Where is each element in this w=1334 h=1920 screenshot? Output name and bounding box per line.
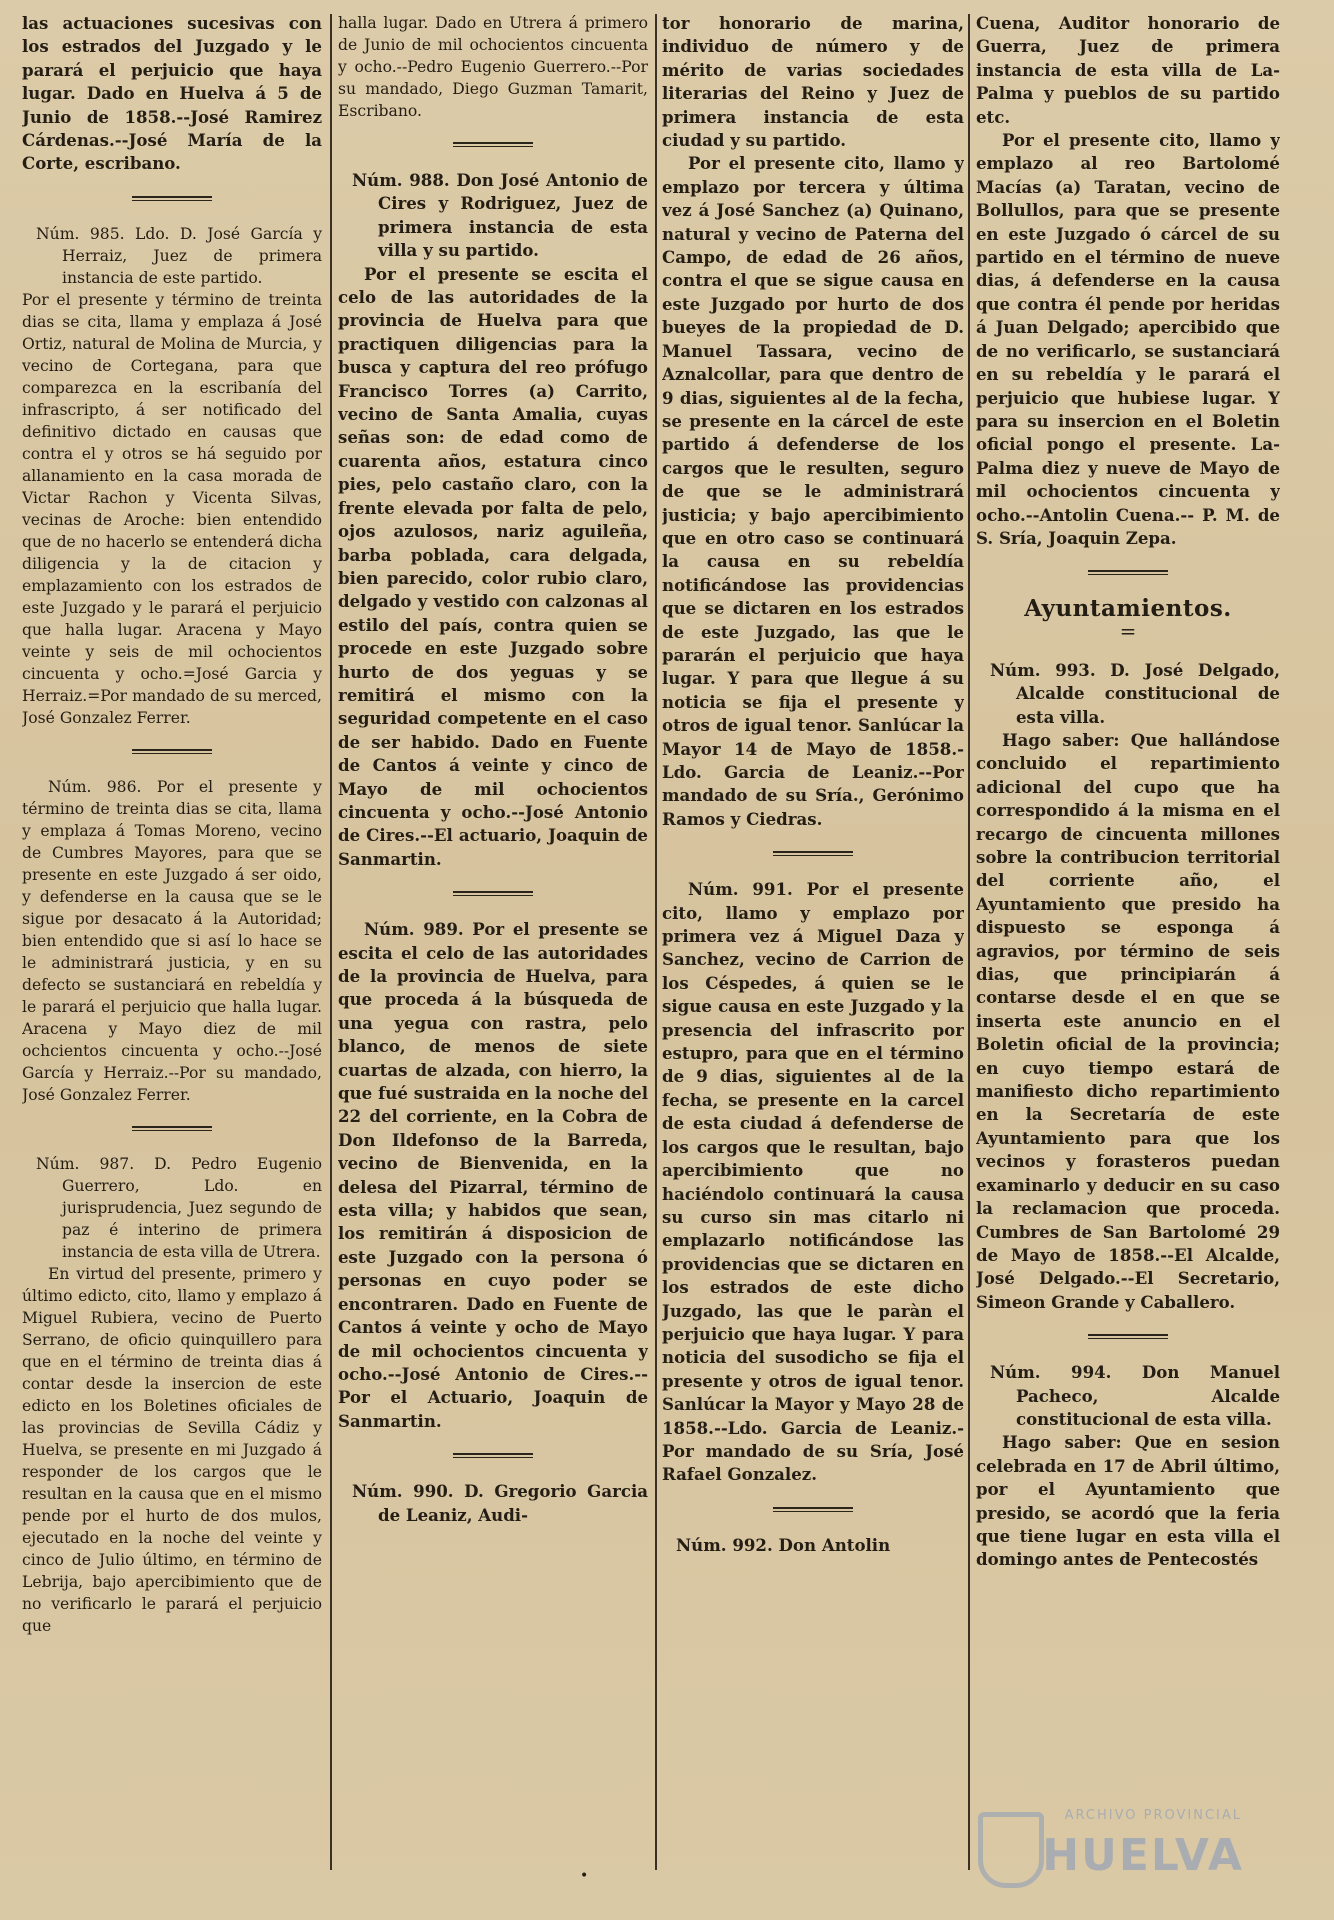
section-title-ornament: = <box>1119 618 1137 643</box>
separator-rule <box>132 196 212 201</box>
edict-987-heading: Núm. 987. D. Pedro Eugenio Guerrero, Ldo. en jurisprudencia, Juez segundo de paz é interino de primera instancia de esta villa de Utrera. <box>36 1154 322 1261</box>
column-1 <box>22 12 322 1902</box>
column-divider <box>330 14 332 1870</box>
continued-edict-heading: tor honorario de marina, individuo de número y de mérito de varias sociedades literarias del Reino y Juez de primera instancia de esta ciudad y su partido. <box>662 13 964 151</box>
edict-992-body: Por el presente cito, llamo y emplazo al reo Bartolomé Macías (a) Taratan, vecino de Bollullos, para que se presente en este Juzgado ó cárcel de su partido en el término de nueve dias, á defenderse en la causa que contra él pende por heridas á Juan Delgado; apercibido que de no verificarlo, se sustanciará en su rebeldía y le parará el perjuicio que hubiese lugar. Y para su insercion en el Boletin oficial pongo el presente. La-Palma diez y nueve de Mayo de mil ochocientos cincuenta y ocho.--Antolin Cuena.-- P. M. de S. Sría, Joaquin Zepa. <box>976 130 1280 548</box>
continued-edict-paragraph: las actuaciones sucesivas con los estrados del Juzgado y le parará el perjuicio que haya lugar. Dado en Huelva á 5 de Junio de 1858.--José Ramirez Cárdenas.--José María de la Corte, escribano. <box>22 13 322 174</box>
separator-rule <box>132 1126 212 1131</box>
continued-edict-paragraph: halla lugar. Dado en Utrera á primero de Junio de mil ochocientos cincuenta y ocho.--Pedro Eugenio Guerrero.--Por su mandado, Diego Guzman Tamarit, Escribano. <box>338 14 648 120</box>
separator-rule <box>1088 570 1168 575</box>
edict-990-heading: Núm. 990. D. Gregorio Garcia de Leaniz, Audi- <box>352 1481 648 1525</box>
edict-993-body: Hago saber: Que hallándose concluido el repartimiento adicional del cupo que ha correspondido á la misma en el recargo de cincuenta millones sobre la contribucion territorial del corriente año, el Ayuntamiento que presido ha dispuesto se esponga á agravios, por término de seis dias, que principiarán á contarse desde el en que se inserta este anuncio en el Boletin oficial de la provincia; en cuyo tiempo estará de manifiesto dicho repartimiento en la Secretaría de este Ayuntamiento para que los vecinos y forasteros puedan examinarlo y deducir en su caso la reclamacion que proceda. Cumbres de San Bartolomé 29 de Mayo de 1858.--El Alcalde, José Delgado.--El Secretario, Simeon Grande y Caballero. <box>976 729 1280 1312</box>
separator-rule <box>453 891 533 896</box>
edict-992-heading: Núm. 992. Don Antolin <box>676 1534 891 1555</box>
watermark-title: HUELVA <box>1042 1830 1244 1881</box>
archive-watermark <box>948 1782 1248 1902</box>
separator-rule <box>773 851 853 856</box>
edict-988-body: Por el presente se escita el celo de las autoridades de la provincia de Huelva para que practiquen diligencias para la busca y captura del reo prófugo Francisco Torres (a) Carrito, vecino de Santa Amalia, cuyas señas son: de edad como de cuarenta años, estatura cinco pies, pelo castaño claro, con la frente elevada por falta de pelo, ojos azulosos, nariz aguileña, barba poblada, cara delgada, bien parecido, color rubio claro, delgado y vestido con calzonas al estilo del país, contra quien se procede en este Juzgado sobre hurto de dos yeguas y se remitirá el mismo con la seguridad competente en el caso de ser habido. Dado en Fuente de Cantos á veinte y cinco de Mayo de mil ochocientos cincuenta y ocho.--José Antonio de Cires.--El actuario, Joaquin de Sanmartin. <box>338 263 648 869</box>
watermark-subtitle: ARCHIVO PROVINCIAL <box>1064 1808 1242 1823</box>
edict-985-heading: Núm. 985. Ldo. D. José García y Herraiz, Juez de primera instancia de este partido. <box>36 224 322 287</box>
continued-edict-heading: Cuena, Auditor honorario de Guerra, Juez de primera instancia de esta villa de La-Palma y pueblos de su partido etc. <box>976 13 1280 127</box>
shield-icon <box>978 1812 1044 1888</box>
edict-987-body: En virtud del presente, primero y último edicto, cito, llamo y emplazo á Miguel Rubiera, vecino de Puerto Serrano, de oficio quinquillero para que en el término de treinta dias á contar desde la insercion de este edicto en los Boletines oficiales de las provincias de Sevilla Cádiz y Huelva, se presente en mi Juzgado á responder de los cargos que le resultan en la causa que en el mismo pende por el hurto de dos mulos, ejecutado en la noche del veinte y cinco de Julio último, en término de Lebrija, bajo apercibimiento que de no verificarlo le parará el perjuicio que <box>22 1264 322 1635</box>
edict-993-heading: Núm. 993. D. José Delgado, Alcalde constitucional de esta villa. <box>990 659 1280 727</box>
edict-985-body: Por el presente y término de treinta dias se cita, llama y emplaza á José Ortiz, natural de Molina de Murcia, y vecino de Cortegana, para que comparezca en la escribanía del infrascripto, á ser notificado del definitivo dictado en causas que contra el y otros se há seguido por allanamiento en la casa morada de Victar Rachon y Vicenta Silvas, vecinas de Aroche: bien entendido que de no hacerlo se entenderá dicha diligencia y la de citacion y emplazamiento con los estrados de este Juzgado y le parará el perjuicio que halla lugar. Aracena y Mayo veinte y seis de mil ochocientos cincuenta y ocho.=José Garcia y Herraiz.=Por mandado de su merced, José Gonzalez Ferrer. <box>22 290 322 727</box>
edict-988-heading: Núm. 988. Don José Antonio de Cires y Rodriguez, Juez de primera instancia de esta villa y su partido. <box>352 170 648 261</box>
column-2 <box>338 12 648 1902</box>
column-3 <box>662 12 964 1902</box>
separator-rule <box>132 749 212 754</box>
column-divider <box>968 14 970 1870</box>
edict-991: Núm. 991. Por el presente cito, llamo y emplazo por primera vez á Miguel Daza y Sanchez, vecino de Carrion de los Céspedes, á quien se le sigue causa en este Juzgado y la presencia del infrascrito por estupro, para que en el término de 9 dias, siguientes al de la fecha, se presente en la carcel de esta ciudad á defenderse de los cargos que le resultan, bajo apercibimiento que no haciéndolo continuará la causa su curso sin mas citarlo ni emplazarlo notificándose las providencias que se dictaren en los estrados de este dicho Juzgado, las que le paràn el perjuicio que haya lugar. Y para noticia del susodicho se fija el presente y otros de igual tenor. Sanlúcar la Mayor y Mayo 28 de 1858.--Ldo. Garcia de Leaniz.-Por mandado de su Sría, José Rafael Gonzalez. <box>662 879 964 1485</box>
separator-rule <box>453 1453 533 1458</box>
edict-989: Núm. 989. Por el presente se escita el celo de las autoridades de la provincia de Huelva, para que proceda á la búsqueda de una yegua con rastra, pelo blanco, de menos de siete cuartas de alzada, con hierro, la que fué sustraida en la noche del 22 del corriente, en la Cobra de Don Ildefonso de la Barreda, vecino de Bienvenida, en la delesa del Pizarral, término de esta villa; y habidos que sean, los remitirán á disposicion de este Juzgado con la persona ó personas en cuyo poder se encontraren. Dado en Fuente de Cantos á veinte y ocho de Mayo de mil ochocientos cincuenta y ocho.--José Antonio de Cires.--Por el Actuario, Joaquin de Sanmartin. <box>338 919 648 1431</box>
section-title: Ayuntamientos. <box>1024 595 1232 623</box>
separator-rule <box>453 142 533 147</box>
column-divider <box>655 14 657 1870</box>
page-mark: • <box>580 1868 589 1884</box>
column-4 <box>976 12 1280 1902</box>
edict-986: Núm. 986. Por el presente y término de treinta dias se cita, llama y emplaza á Tomas Moreno, vecino de Cumbres Mayores, para que se presente en este Juzgado á ser oido, y defenderse en la causa que se le sigue por desacato á la Autoridad; bien entendido que si así lo hace se le administrará justicia, y en su defecto se sustanciará en rebeldía y le parará el perjuicio que halla lugar. Aracena y Mayo diez de mil ochcientos cincuenta y ocho.--José García y Herraiz.--Por su mandado, José Gonzalez Ferrer. <box>22 777 322 1104</box>
edict-990-body: Por el presente cito, llamo y emplazo por tercera y última vez á José Sanchez (a) Quinano, natural y vecino de Paterna del Campo, de edad de 26 años, contra el que se sigue causa en este Juzgado por hurto de dos bueyes de la propiedad de D. Manuel Tassara, vecino de Aznalcollar, para que dentro de 9 dias, siguientes al de la fecha, se presente en la cárcel de este partido á defenderse de los cargos que le resulten, seguro de que se le administrará justicia; y bajo apercibimiento que en otro caso se continuará la causa en su rebeldía notificándose las providencias que se dictaren en los estrados de este Juzgado, las que le pararán el perjuicio que haya lugar. Y para que llegue á su noticia se fija el presente y otros de igual tenor. Sanlúcar la Mayor 14 de Mayo de 1858.-Ldo. Garcia de Leaniz.--Por mandado de su Sría., Gerónimo Ramos y Ciedras. <box>662 153 964 829</box>
edict-994-heading: Núm. 994. Don Manuel Pacheco, Alcalde constitucional de esta villa. <box>990 1362 1280 1429</box>
separator-rule <box>773 1507 853 1512</box>
edict-994-body: Hago saber: Que en sesion celebrada en 17 de Abril último, por el Ayuntamiento que presido, se acordó que la feria que tiene lugar en esta villa el domingo antes de Pentecostés <box>976 1432 1280 1570</box>
separator-rule <box>1088 1334 1168 1339</box>
